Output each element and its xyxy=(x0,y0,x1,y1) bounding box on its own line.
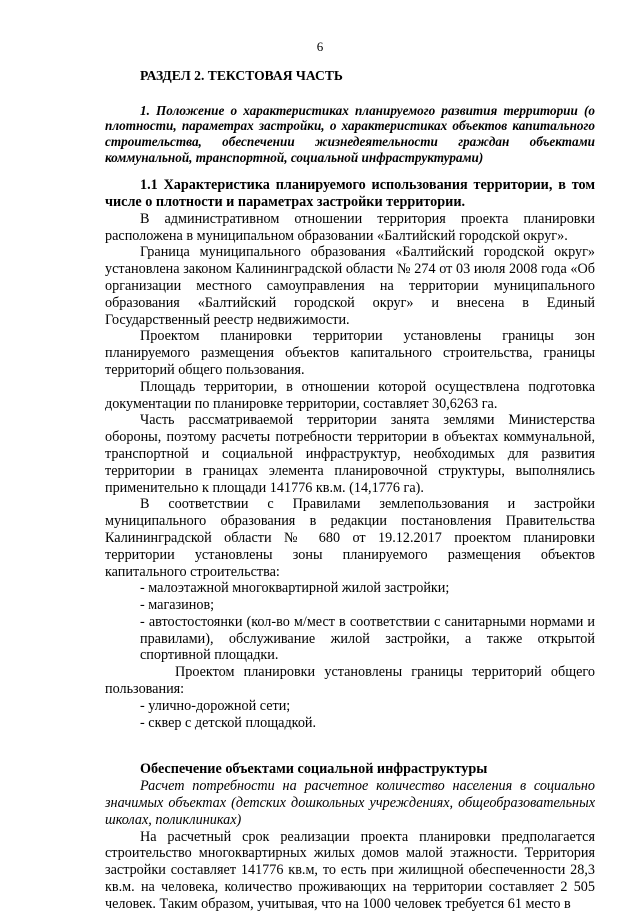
paragraph: В административном отношении территория проекта планировки расположена в муниципальном образовании «Балтийский городской округ». xyxy=(105,210,595,244)
list-item: - магазинов; xyxy=(140,597,215,614)
social-heading: Обеспечение объектами социальной инфраструктуры xyxy=(140,761,488,778)
list-item: - малоэтажной многоквартирной жилой застройки; xyxy=(140,580,450,597)
paragraph: Проектом планировки установлены границы территорий общего пользования: xyxy=(105,664,595,698)
paragraph: Площадь территории, в отношении которой осуществлена подготовка документации по планировке территории, составляет 30,6263 га. xyxy=(105,378,595,412)
section-title: РАЗДЕЛ 2. ТЕКСТОВАЯ ЧАСТЬ xyxy=(140,68,343,83)
paragraph: Проектом планировки территории установлены границы зон планируемого размещения объектов капитального строительства, границы территорий общего пользования. xyxy=(105,328,595,378)
social-subheading: Расчет потребности на расчетное количество населения в социально значимых объектах (детских дошкольных учреждениях, общеобразовательных школах, поликлиниках) xyxy=(105,778,595,828)
list-item: - сквер с детской площадкой. xyxy=(140,714,317,731)
list-item: - автостостоянки (кол-во м/мест в соответствии с санитарными нормами и правилами), обслуживание жилой застройки, а также открытой спортивной площадки. xyxy=(140,613,595,664)
heading-1: 1. Положение о характеристиках планируемого развития территории (о плотности, параметрах застройки, о характеристиках объектов капитального строительства, обеспечении жизнедеятельности граждан объектами коммунальной, транспортной, социальной инфраструктурами) xyxy=(105,102,595,165)
paragraph: Граница муниципального образования «Балтийский городской округ» установлена законом Калининградской области № 274 от 03 июля 2008 года «Об организации местного самоуправления на территории муниципального образования «Балтийский городской округ» и внесена в Единый Государственный реестр недвижимости. xyxy=(105,244,595,328)
heading-1-1: 1.1 Характеристика планируемого использования территории, в том числе о плотности и параметрах застройки территории. xyxy=(105,177,595,210)
paragraph: В соответствии с Правилами землепользования и застройки муниципального образования в редакции постановления Правительства Калининградской области № 680 от 19.12.2017 проектом планировки территории установлены зоны планируемого размещения объектов капитального строительства: xyxy=(105,496,595,580)
page-content xyxy=(105,68,595,913)
paragraph: Часть рассматриваемой территории занята землями Министерства обороны, поэтому расчеты потребности территории в объектах коммунальной, транспортной и социальной инфраструктур, необходимых для развития территории в границах элемента планировочной структуры, выполнялись применительно к площади 141776 кв.м. (14,1776 га). xyxy=(105,412,595,496)
paragraph: На расчетный срок реализации проекта планировки предполагается строительство многоквартирных жилых домов малой этажности. Территория застройки составляет 141776 кв.м, то есть при жилищной обеспеченности 28,3 кв.м. на человека, количество проживающих на территории составляет 2 505 человек. Таким образом, учитывая, что на 1000 человек требуется 61 место в xyxy=(105,828,595,912)
list-item: - улично-дорожной сети; xyxy=(140,697,291,714)
page-number: 6 xyxy=(316,39,324,54)
spacer xyxy=(105,731,595,761)
